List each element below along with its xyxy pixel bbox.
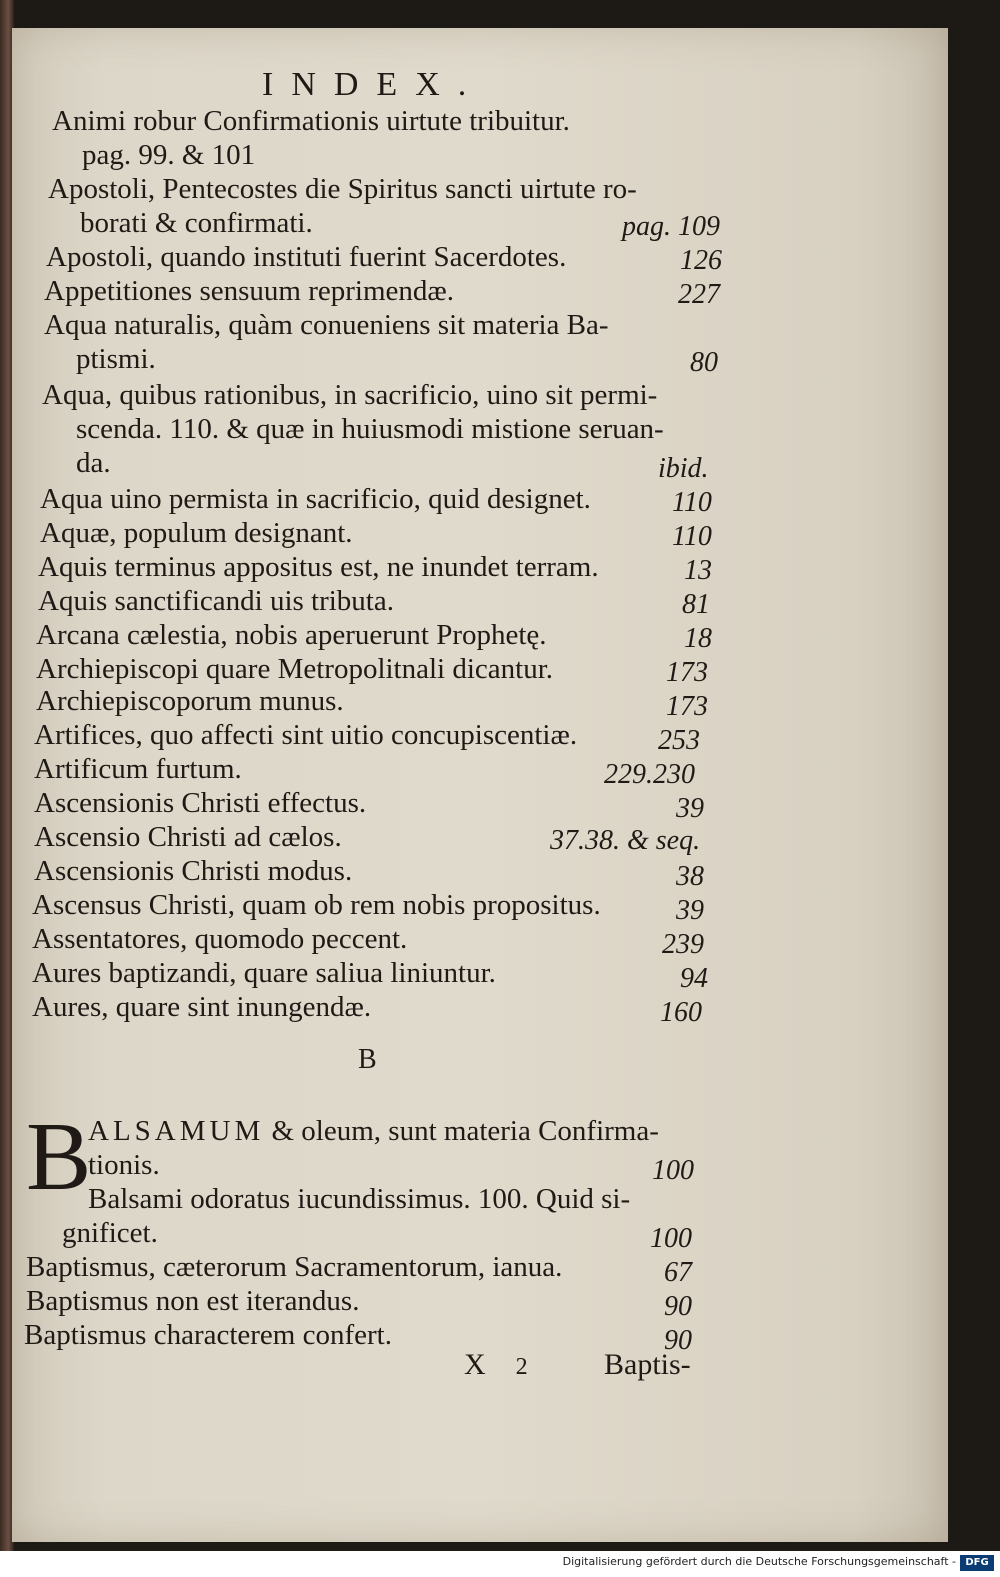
page-number: 173 [666, 657, 708, 688]
index-entry: Animi robur Confirmationis uirtute tribuitur. [52, 105, 570, 137]
index-entry: Baptismus non est iterandus. [26, 1285, 360, 1317]
index-entry: Artifices, quo affecti sint uitio concupiscentiæ. [34, 719, 578, 751]
page-number: 37.38. & seq. [550, 825, 701, 856]
index-entry: ptismi. [76, 343, 156, 375]
credit-bar [0, 1551, 1000, 1577]
page-number: 90 [664, 1291, 692, 1322]
page-number: 39 [676, 793, 704, 824]
page-number: 90 [664, 1325, 692, 1356]
page-number: 39 [676, 895, 704, 926]
index-entry: Balsami odoratus iucundissimus. 100. Quid si- [88, 1183, 631, 1215]
page-number: 110 [672, 487, 712, 518]
index-entry: Aquis terminus appositus est, ne inundet terram. [38, 551, 599, 583]
index-entry: gnificet. [62, 1217, 158, 1249]
index-entry: Artificum furtum. [34, 753, 242, 785]
page-number: 173 [666, 691, 708, 722]
index-entry: Apostoli, Pentecostes die Spiritus sancti uirtute ro- [48, 173, 637, 205]
index-entry: Aquis sanctificandi uis tributa. [38, 585, 394, 617]
page-number: 80 [690, 347, 718, 378]
page-number: 253 [658, 725, 700, 756]
index-entry: Aqua uino permista in sacrificio, quid designet. [40, 483, 591, 515]
index-entry: Archiepiscopi quare Metropolitnali dicantur. [36, 653, 554, 685]
index-entry: Baptismus characterem confert. [24, 1319, 392, 1351]
page-number: 110 [672, 521, 712, 552]
page-title: INDEX. [262, 66, 485, 103]
section-letter: B [358, 1044, 377, 1075]
page-number: 229.230 [604, 759, 695, 790]
page-number: 38 [676, 861, 704, 892]
index-entry: Assentatores, quomodo peccent. [32, 923, 408, 955]
index-entry: pag. 99. & 101 [82, 139, 256, 171]
page-number: ibid. [658, 453, 709, 484]
page-number: 67 [664, 1257, 692, 1288]
smallcaps-word: ALSAMUM [88, 1115, 265, 1147]
index-entry: Ascensionis Christi effectus. [34, 787, 367, 819]
index-entry: Ascensio Christi ad cælos. [34, 821, 342, 853]
index-entry: Apostoli, quando instituti fuerint Sacerdotes. [46, 241, 567, 273]
index-entry: Appetitiones sensuum reprimendæ. [44, 275, 454, 307]
index-entry: Aqua naturalis, quàm conueniens sit materia Ba- [44, 309, 609, 341]
entry-text: & oleum, sunt materia Confirma- [264, 1115, 659, 1147]
page-text [12, 28, 948, 1542]
page-number: 81 [682, 589, 710, 620]
index-entry: Ascensus Christi, quam ob rem nobis propositus. [32, 889, 601, 921]
signature-number: 2 [515, 1354, 528, 1380]
index-entry: Ascensionis Christi modus. [34, 855, 353, 887]
page-number: 94 [680, 963, 708, 994]
index-entry: tionis. [88, 1149, 160, 1181]
index-entry: Arcana cælestia, nobis aperuerunt Prophetę. [36, 619, 547, 651]
drop-cap: B [26, 1103, 92, 1211]
page-number: 239 [662, 929, 704, 960]
catchword: Baptis- [604, 1348, 691, 1381]
index-entry [88, 1114, 659, 1148]
page-number: 160 [660, 997, 702, 1028]
index-entry: Archiepiscoporum munus. [36, 685, 344, 717]
page-number: 13 [684, 555, 712, 586]
page-number: pag. 109 [622, 211, 720, 242]
page-number: 18 [684, 623, 712, 654]
index-entry: Aures baptizandi, quare saliua liniuntur. [32, 957, 496, 989]
index-entry: Aures, quare sint inungendæ. [32, 991, 372, 1023]
index-entry: borati & confirmati. [80, 207, 313, 239]
page-number: 100 [652, 1155, 694, 1186]
dfg-logo: DFG [960, 1555, 994, 1571]
index-entry: da. [76, 447, 111, 479]
page-number: 227 [678, 279, 720, 310]
page-number: 126 [680, 245, 722, 276]
credit-text: Digitalisierung gefördert durch die Deutsche Forschungsgemeinschaft - [562, 1555, 956, 1568]
book-page [12, 28, 948, 1542]
signature-letter: X [464, 1348, 486, 1381]
index-entry: Baptismus, cæterorum Sacramentorum, ianua. [26, 1251, 563, 1283]
page-number: 100 [650, 1223, 692, 1254]
index-entry: Aqua, quibus rationibus, in sacrificio, uino sit permi- [42, 379, 658, 411]
signature-mark [464, 1348, 528, 1382]
index-entry: scenda. 110. & quæ in huiusmodi mistione seruan- [76, 413, 664, 445]
index-entry: Aquæ, populum designant. [40, 517, 353, 549]
